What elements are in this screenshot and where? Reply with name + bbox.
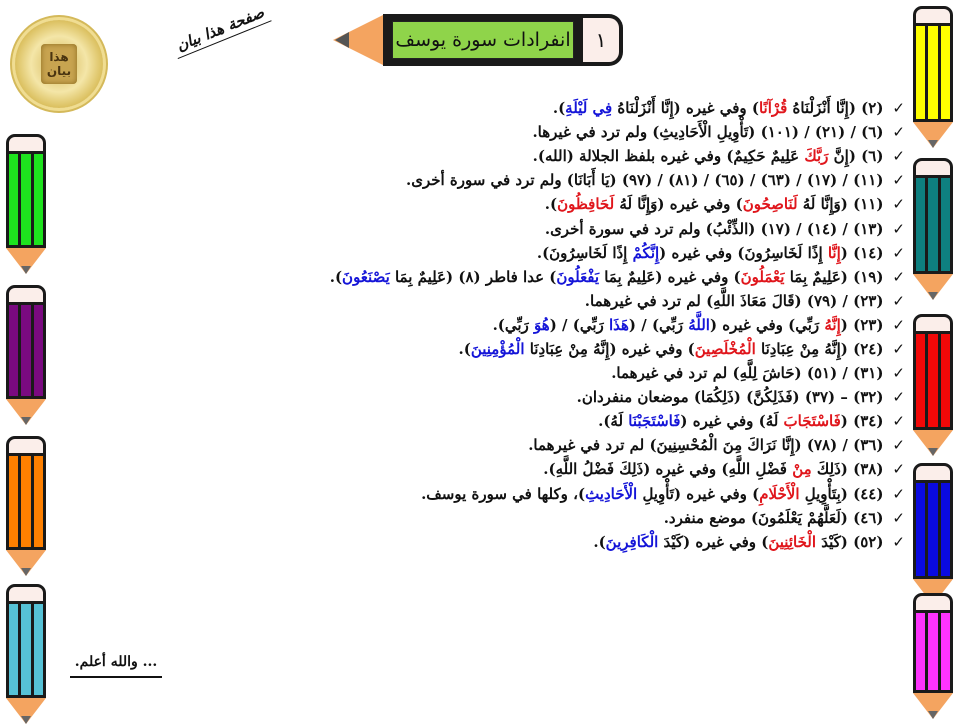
checkmark-icon: ✓ [892, 460, 905, 479]
checkmark-icon: ✓ [892, 219, 905, 238]
checkmark-icon: ✓ [892, 339, 905, 358]
entry-text-segment: ) وفي غيره (إِنَّهُ مِنْ عِبَادِنَا [524, 339, 695, 358]
entry-text-segment: ) وفي غيره (تَأْوِيلِ [637, 484, 760, 503]
entry-text-segment: )، وكلها في سورة يوسف. [421, 484, 586, 503]
highlight-red: فَاسْتَجَابَ [783, 412, 841, 431]
entry-text-segment: ) وفي غيره (إِنَّا أَنْزَلْنَاهُ [612, 99, 759, 118]
logo-line-2: بيان [46, 64, 72, 78]
checkmark-icon: ✓ [892, 171, 905, 190]
entry-text-segment: (١٩) (عَلِيمٌ بِمَا [784, 267, 884, 286]
entry-text [421, 482, 883, 506]
entry-text-segment: فَضْلِ اللَّهِ) وفي غيره (ذَلِكَ فَضْلُ اللَّهِ). [543, 460, 793, 479]
entry-text-segment: رَبِّي). [492, 315, 535, 334]
verse-entry [285, 168, 905, 192]
entry-text-segment: (٥٢) (كَيْدَ [816, 532, 884, 551]
title-banner [333, 14, 623, 66]
highlight-red: الْأَحْلَامِ [759, 484, 800, 503]
verse-entry [285, 337, 905, 361]
highlight-red: الْخَائِنِينَ [768, 532, 816, 551]
entry-text [543, 457, 883, 481]
checkmark-icon: ✓ [892, 99, 905, 118]
pencil-teal-icon [913, 158, 953, 300]
banner-pencil-body [383, 14, 583, 66]
entry-text [532, 120, 883, 144]
entry-text-segment: (٣٤) ( [840, 412, 884, 431]
checkmark-icon: ✓ [892, 508, 905, 527]
checkmark-icon: ✓ [892, 243, 905, 262]
verse-entry-list [285, 96, 905, 554]
verse-entry [285, 192, 905, 216]
verse-entry [285, 313, 905, 337]
logo-line-1: هذا [49, 50, 69, 64]
checkmark-icon: ✓ [892, 315, 905, 334]
checkmark-icon: ✓ [892, 412, 905, 431]
entry-text [533, 144, 884, 168]
entry-text [577, 385, 884, 409]
closing-remark: ... والله أعلم. [70, 654, 162, 678]
logo-seal [15, 20, 103, 108]
entry-text-segment: (٢) (إِنَّا أَنْزَلْنَاهُ [787, 99, 884, 118]
entry-text-segment: ) وفي غيره (عَلِيمٌ بِمَا [599, 267, 741, 286]
entry-text-segment: ) وفي غيره (كَيْدَ [658, 532, 769, 551]
verse-entry [285, 144, 905, 168]
entry-text-segment: ). [552, 99, 566, 118]
entry-text-segment: (٦) (إِنَّ [828, 147, 884, 166]
checkmark-icon: ✓ [892, 436, 905, 455]
logo-text [41, 44, 77, 84]
entry-text-segment: رَبِّي) / ( [628, 315, 689, 334]
verse-entry [285, 361, 905, 385]
verse-entry [285, 241, 905, 265]
checkmark-icon: ✓ [892, 388, 905, 407]
entry-text-segment: لَهُ) وفي غيره ( [680, 412, 784, 431]
entry-text-segment: (٣٦) / (٧٨) (إِنَّا نَرَاكَ مِنَ الْمُحْسِنِينَ) لم ترد في غيرهما. [528, 436, 884, 455]
entry-text-segment: (٣٨) (ذَلِكَ [811, 460, 884, 479]
highlight-red: إِنَّهُ [824, 315, 841, 334]
entry-text-segment: إِذًا لَخَاسِرُونَ). [536, 243, 633, 262]
entry-text [330, 265, 884, 289]
verse-entry [285, 289, 905, 313]
verse-entry [285, 457, 905, 481]
highlight-blue: هَذَا [608, 315, 629, 334]
highlight-blue: فَاسْتَجَبْنَا [628, 412, 681, 431]
pencil-red-icon [913, 314, 953, 456]
checkmark-icon: ✓ [892, 123, 905, 142]
entry-text [493, 313, 884, 337]
entry-text [553, 96, 884, 120]
entry-text [545, 217, 884, 241]
entry-text-segment: (١١) / (١٧) / (٦٣) / (٦٥) / (٨١) / (٩٧) (يَا أَبَانَا) ولم ترد في سورة أخرى. [405, 171, 884, 190]
pencil-purple-icon [6, 285, 46, 425]
entry-text [593, 530, 883, 554]
checkmark-icon: ✓ [892, 484, 905, 503]
entry-text [459, 337, 884, 361]
entry-text-segment: ) وفي غيره (وَإِنَّا لَهُ [614, 195, 743, 214]
entry-text-segment: ). [593, 532, 606, 551]
verse-entry [285, 482, 905, 506]
entry-text-segment: ). [458, 339, 471, 358]
highlight-blue: الْكَافِرِينَ [605, 532, 659, 551]
highlight-blue: فِي لَيْلَةِ [565, 99, 613, 118]
highlight-blue: الْأَحَادِيثِ [585, 484, 638, 503]
highlight-red: إِنَّا [827, 243, 841, 262]
page-attribution-label: صفحة هذا بيان [170, 2, 271, 59]
checkmark-icon: ✓ [892, 195, 905, 214]
banner-pencil-tip [333, 14, 385, 66]
entry-text-segment: (٣١) / (٥١) (حَاشَ لِلَّهِ) لم ترد في غيرهما. [611, 364, 884, 383]
verse-entry [285, 409, 905, 433]
entry-text-segment: رَبِّي) / ( [549, 315, 609, 334]
entry-text-segment: ). [329, 267, 343, 286]
verse-entry [285, 96, 905, 120]
entry-text-segment: رَبِّي) وفي غيره ( [709, 315, 825, 334]
pencil-blue-icon [913, 463, 953, 605]
entry-text [528, 433, 883, 457]
checkmark-icon: ✓ [892, 364, 905, 383]
entry-text-segment: (١٣) / (١٤) / (١٧) (الذِّئْبُ) ولم ترد في سورة أخرى. [544, 219, 884, 238]
pencil-light-blue-icon [6, 584, 46, 724]
pencil-green-icon [6, 134, 46, 274]
entry-text-segment: ) عدا فاطر (٨) (عَلِيمٌ بِمَا [389, 267, 557, 286]
pencil-orange-icon [6, 436, 46, 576]
checkmark-icon: ✓ [892, 532, 905, 551]
entry-text [664, 506, 884, 530]
verse-entry [285, 433, 905, 457]
highlight-red: الْمُخْلَصِينَ [694, 339, 756, 358]
entry-text-segment: (٤٦) (لَعَلَّهُمْ يَعْلَمُونَ) موضع منفرد. [663, 508, 884, 527]
page-title: انفرادات سورة يوسف [392, 21, 574, 59]
highlight-blue: اللَّهُ [688, 315, 710, 334]
entry-text-segment: إِذًا لَخَاسِرُونَ) وفي غيره ( [659, 243, 828, 262]
highlight-blue: الْمُؤْمِنِينَ [470, 339, 525, 358]
highlight-blue: هُوَ [534, 315, 550, 334]
highlight-red: لَنَاصِحُونَ [742, 195, 798, 214]
entry-text-segment: (٣٢) – (٣٧) (فَذَلِكُنَّ) (ذَلِكُمَا) موضعان منفردان. [576, 388, 884, 407]
highlight-blue: يَصْنَعُونَ [342, 267, 390, 286]
highlight-blue: إِنَّكُمْ [632, 243, 660, 262]
verse-entry [285, 216, 905, 240]
checkmark-icon: ✓ [892, 267, 905, 286]
entry-text-segment: (١١) (وَإِنَّا لَهُ [797, 195, 884, 214]
entry-text-segment: عَلِيمٌ حَكِيمٌ) وفي غيره بلفظ الجلالة (الله). [532, 147, 805, 166]
entry-text-segment: (٦) / (٢١) / (١٠١) (تَأْوِيلِ الْأَحَادِيثِ) ولم ترد في غيرها. [532, 123, 884, 142]
entry-text-segment: (١٤) ( [840, 243, 884, 262]
entry-text-segment: ). [544, 195, 558, 214]
entry-text [537, 241, 884, 265]
entry-text [611, 361, 883, 385]
checkmark-icon: ✓ [892, 291, 905, 310]
entry-text [585, 289, 884, 313]
entry-text-segment: لَهُ). [598, 412, 629, 431]
verse-entry [285, 530, 905, 554]
highlight-red: مِنْ [792, 460, 812, 479]
highlight-red: لَحَافِظُونَ [557, 195, 615, 214]
entry-text-segment: (٢٣) / (٧٩) (قَالَ مَعَاذَ اللَّهِ) لم ترد في غيرهما. [584, 291, 884, 310]
verse-entry [285, 265, 905, 289]
verse-entry [285, 120, 905, 144]
entry-text [545, 192, 884, 216]
pencil-magenta-icon [913, 593, 953, 719]
entry-text-segment: (٢٣) ( [840, 315, 884, 334]
highlight-red: رَبَّكَ [804, 147, 829, 166]
checkmark-icon: ✓ [892, 147, 905, 166]
verse-entry [285, 506, 905, 530]
verse-entry [285, 385, 905, 409]
entry-text [598, 409, 883, 433]
entry-text-segment: (٢٤) (إِنَّهُ مِنْ عِبَادِنَا [755, 339, 884, 358]
entry-text-segment: (٤٤) (بِتَأْوِيلِ [799, 484, 884, 503]
page-number: ١ [583, 14, 623, 66]
highlight-red: قُرْآنًا [758, 99, 788, 118]
highlight-red: يَعْمَلُونَ [740, 267, 785, 286]
pencil-yellow-icon [913, 6, 953, 148]
highlight-blue: يَفْعَلُونَ [556, 267, 600, 286]
entry-text [406, 168, 883, 192]
